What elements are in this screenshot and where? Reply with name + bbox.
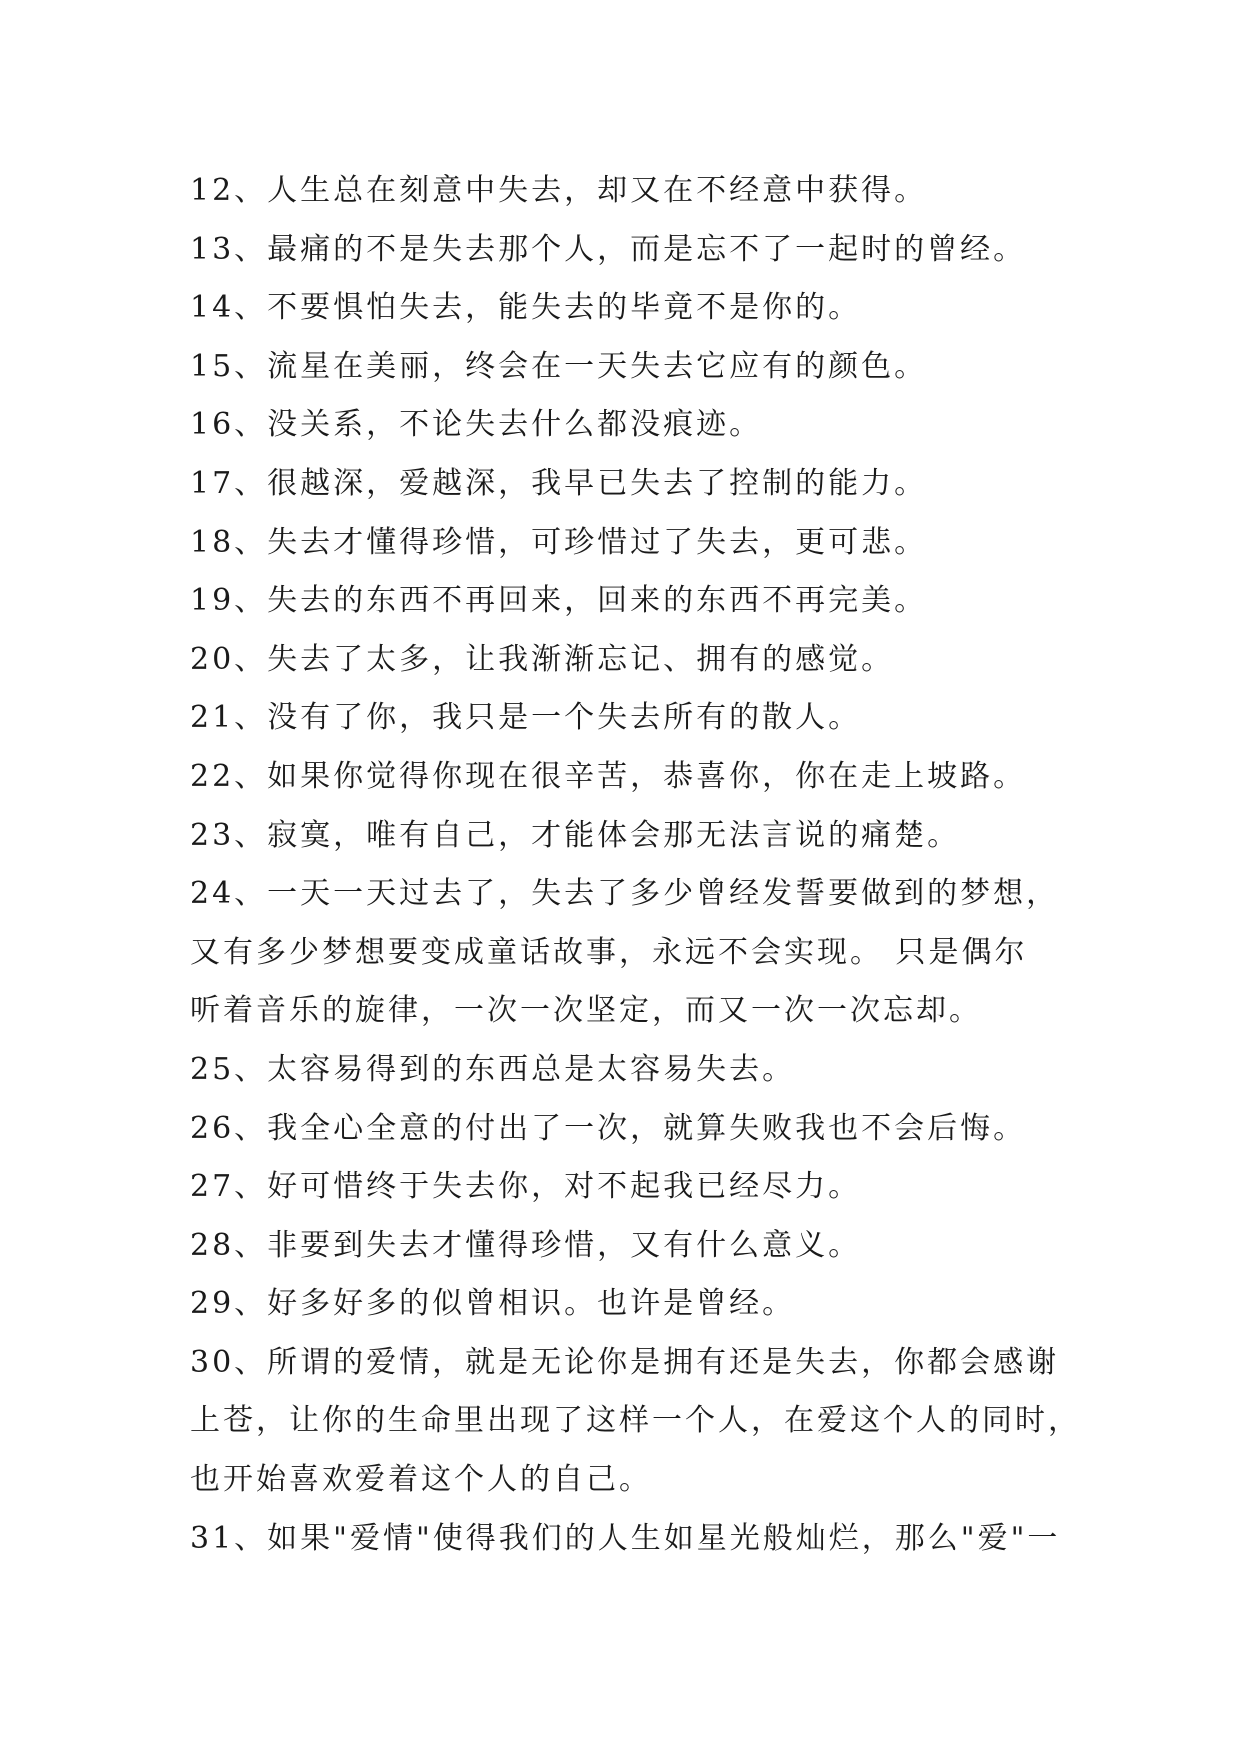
text-line: 又有多少梦想要变成童话故事，永远不会实现。 只是偶尔 bbox=[190, 934, 1028, 970]
text-line: 17、很越深，爱越深，我早已失去了控制的能力。 bbox=[190, 465, 928, 501]
text-line: 16、没关系，不论失去什么都没痕迹。 bbox=[190, 407, 763, 443]
text-line: 30、所谓的爱情，就是无论你是拥有还是失去，你都会感谢 bbox=[190, 1344, 1060, 1380]
text-line: 31、如果"爱情"使得我们的人生如星光般灿烂，那么"爱"一 bbox=[190, 1520, 1061, 1556]
text-line: 听着音乐的旋律，一次一次坚定，而又一次一次忘却。 bbox=[190, 993, 982, 1029]
text-body bbox=[190, 162, 1081, 1568]
text-line: 24、一天一天过去了，失去了多少曾经发誓要做到的梦想， bbox=[190, 876, 1060, 912]
text-line: 15、流星在美丽，终会在一天失去它应有的颜色。 bbox=[190, 348, 928, 384]
text-line: 14、不要惧怕失去，能失去的毕竟不是你的。 bbox=[190, 290, 862, 326]
text-line: 18、失去才懂得珍惜，可珍惜过了失去，更可悲。 bbox=[190, 524, 928, 560]
text-line: 也开始喜欢爱着这个人的自己。 bbox=[190, 1462, 652, 1498]
text-line: 25、太容易得到的东西总是太容易失去。 bbox=[190, 1051, 796, 1087]
text-line: 27、好可惜终于失去你，对不起我已经尽力。 bbox=[190, 1169, 862, 1205]
text-line: 上苍，让你的生命里出现了这样一个人，在爱这个人的同时， bbox=[190, 1403, 1081, 1439]
text-line: 22、如果你觉得你现在很辛苦，恭喜你，你在走上坡路。 bbox=[190, 758, 1027, 794]
text-line: 23、寂寞，唯有自己，才能体会那无法言说的痛楚。 bbox=[190, 817, 961, 853]
text-line: 20、失去了太多，让我渐渐忘记、拥有的感觉。 bbox=[190, 641, 895, 677]
text-line: 29、好多好多的似曾相识。也许是曾经。 bbox=[190, 1286, 796, 1322]
text-line: 26、我全心全意的付出了一次，就算失败我也不会后悔。 bbox=[190, 1110, 1027, 1146]
text-line: 21、没有了你，我只是一个失去所有的散人。 bbox=[190, 700, 862, 736]
text-line: 13、最痛的不是失去那个人，而是忘不了一起时的曾经。 bbox=[190, 231, 1027, 267]
text-line: 19、失去的东西不再回来，回来的东西不再完美。 bbox=[190, 583, 928, 619]
text-line: 12、人生总在刻意中失去，却又在不经意中获得。 bbox=[190, 173, 928, 208]
text-line: 28、非要到失去才懂得珍惜，又有什么意义。 bbox=[190, 1227, 862, 1263]
